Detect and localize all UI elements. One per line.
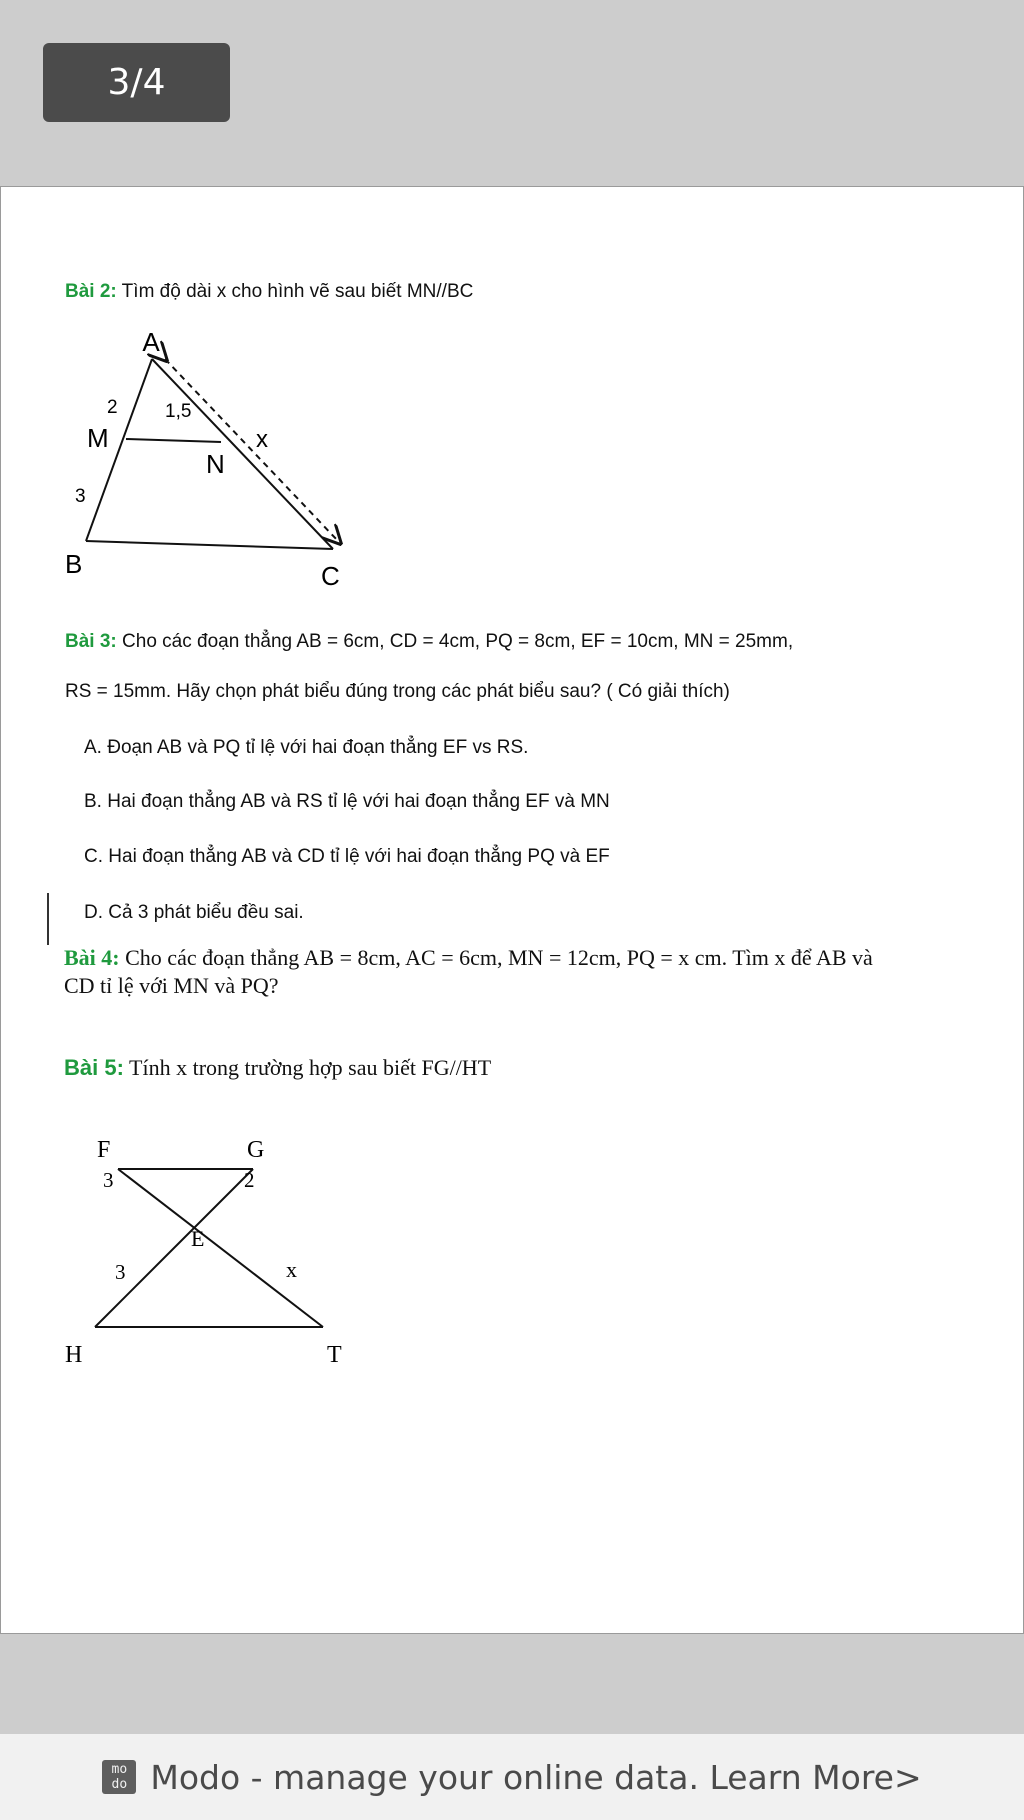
dashed-arrow-x [165, 359, 339, 542]
segment-ac [152, 359, 333, 549]
value-ge: 2 [244, 1168, 255, 1192]
bai3-option-b: B. Hai đoạn thẳng AB và RS tỉ lệ với hai đoạn thẳng EF và MN [84, 791, 610, 812]
value-an: 1,5 [165, 401, 192, 422]
label-n: N [206, 449, 225, 479]
label-a: A [142, 327, 160, 357]
ad-banner-text[interactable]: Modo - manage your online data. Learn More> [150, 1757, 922, 1797]
bai4-line2: CD tỉ lệ với MN và PQ? [64, 973, 279, 998]
bai4-label: Bài 4: [64, 945, 120, 970]
bai5-crossing-triangles-figure [61, 1137, 361, 1367]
bai5-heading [64, 1055, 491, 1081]
label-x: x [286, 1257, 297, 1282]
ad-banner[interactable] [0, 1734, 1024, 1820]
label-h: H [65, 1342, 83, 1367]
document-page [0, 186, 1024, 1634]
label-b: B [65, 549, 83, 579]
bai4-text: Cho các đoạn thẳng AB = 8cm, AC = 6cm, MN = 12cm, PQ = x cm. Tìm x để AB và [119, 945, 873, 970]
bai3-line2: RS = 15mm. Hãy chọn phát biểu đúng trong các phát biểu sau? ( Có giải thích) [65, 681, 730, 702]
bai4-line1 [64, 945, 873, 971]
bai3-line1 [65, 631, 793, 653]
label-e: E [191, 1226, 205, 1251]
label-x: x [256, 426, 268, 453]
bai5-label: Bài 5: [64, 1055, 124, 1080]
label-f: F [97, 1137, 111, 1163]
bai2-triangle-figure [61, 317, 361, 617]
bai2-heading [65, 281, 473, 303]
segment-mn [126, 439, 221, 442]
label-t: T [327, 1342, 342, 1367]
bai3-option-a: A. Đoạn AB và PQ tỉ lệ với hai đoạn thẳng EF vs RS. [84, 737, 529, 758]
label-m: M [87, 423, 109, 453]
value-fe: 3 [103, 1168, 114, 1192]
label-g: G [247, 1137, 265, 1163]
bai3-option-c: C. Hai đoạn thẳng AB và CD tỉ lệ với hai đoạn thẳng PQ và EF [84, 846, 610, 867]
bai2-label: Bài 2: [65, 281, 117, 302]
label-c: C [321, 561, 340, 591]
value-he: 3 [115, 1260, 126, 1284]
value-mb: 3 [75, 486, 86, 507]
bai3-text: Cho các đoạn thẳng AB = 6cm, CD = 4cm, PQ = 8cm, EF = 10cm, MN = 25mm, [116, 631, 794, 652]
segment-bc [86, 541, 333, 549]
segment-gh [95, 1169, 253, 1327]
bai3-option-d: D. Cả 3 phát biểu đều sai. [84, 902, 304, 923]
bai2-text: Tìm độ dài x cho hình vẽ sau biết MN//BC [116, 281, 474, 302]
page-indicator: 3/4 [43, 43, 230, 122]
bai5-text: Tính x trong trường hợp sau biết FG//HT [123, 1055, 492, 1080]
value-am: 2 [107, 397, 118, 418]
text-cursor [47, 893, 49, 945]
segment-ft [118, 1169, 323, 1327]
bai3-label: Bài 3: [65, 631, 117, 652]
modo-logo-icon: mo do [102, 1760, 136, 1794]
